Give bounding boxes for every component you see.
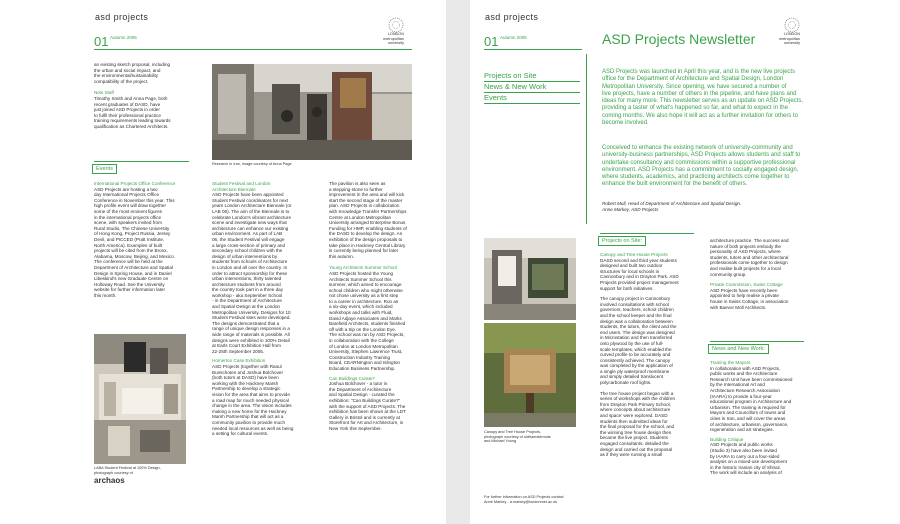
intl-conference-heading: International Projects Office Conference bbox=[94, 181, 176, 186]
column-2 bbox=[212, 181, 312, 437]
canopy-text-3: The tree house project began with a series of workshops with the children from Drayton Park Primary School, where concepts about architecture and space' were explored. DASD students then submitted ideas for the final proposal for the school, and the winning tree house design then became the live project. Students engaged consultants, detailed the design and carried out the proposal as if they were running a small bbox=[600, 390, 676, 458]
intl-conference-text: ASD Projects are hosting a two day International Projects Office Conference in November this year. This high profile event will draw together some of the most eminent figures in the international projects office scene, with speakers invited from Rural Studio, The Chinese University of Hong Kong, Project Russia, Jersey Devil, and PICCED (Pratt Institute, North America). Examples of built projects will be cited from the Bronx, Alabama, Moscow, Beijing, and Mexico. The conference will be held at the Department of Architecture and Spatial Design in Spring House, and in Daniel Libeskind's new Graduate Centre on Holloway Road. See the University website for further information later this month. bbox=[94, 186, 175, 298]
intro-paragraph-1: ASD Projects was launched in April this year, and is the new live projects office for the Department of Architecture and Spatial Design, London Metropolitan University. Since opening, we have secured a number of live projects, have a number of others in the pipeline, and have plans and ideas for many more. This newsletter serves as an update on ASD Projects, providing a taster of what's happened so far, and what to expect in the coming months. We also hope it will act as a further invitation for others to become involved. bbox=[602, 69, 803, 127]
curates-text: Joshua Bolchover - a tutor in the Department of Architecture and Spatial Design - curated the exhibition: "Can Buildings Curate?" with the support of ASD Projects. The exhibition has been shown at the LDT Gallery in Bristol and is currently at Storefront for Art and Architecture, in New York this September. bbox=[329, 381, 406, 431]
left-page bbox=[0, 0, 446, 524]
new-staff-heading: New Staff bbox=[94, 90, 114, 96]
canopy-photo bbox=[484, 238, 576, 320]
training-heading: Training the Mayors bbox=[710, 360, 751, 365]
training-text: In collaboration with ASD Projects, public works and the Architecture Research Unit have been commissioned by the International Art and Architecture Research Association (IAARA) to provide a four-year educational program in Architecture and Urbanism. The training is required for Mayors and Councillors of towns and cities in Iran, and will cover the areas of architecture, urbanism, governance, regeneration and art strategies. bbox=[710, 365, 793, 433]
column-1 bbox=[94, 62, 189, 130]
issue-date: Autumn 2005 bbox=[500, 35, 527, 40]
homerton-text: ASD Projects (together with Raoul Bunschoten and Joshua Bolchover (both tutors at DASD) have been working with the Hackney Marsh Partnership to develop a strategic vision for the area that aims to provide a road map for much needed physical change in the area. The vision includes making a new home for the Hackney Marsh Partnership that will act as a community pavilion to provide much needed local resources as well as being a setting for cultural events. bbox=[212, 364, 294, 437]
nav-news-new-work[interactable]: News & New Work bbox=[484, 82, 580, 93]
university-name: LONDON metropolitan university bbox=[383, 32, 404, 45]
newsletter-title: ASD Projects Newsletter bbox=[602, 31, 756, 47]
canopy-heading: Canopy and Tree House Projects bbox=[600, 252, 668, 257]
laba-festival-photo bbox=[94, 334, 186, 464]
university-logo bbox=[766, 16, 800, 53]
contents-nav bbox=[484, 71, 580, 104]
signature: Robert Mull, Head of Department of Architecture and Spatial Design. Anne Markey, ASD Projects bbox=[602, 201, 742, 212]
header-rule-left bbox=[484, 49, 582, 50]
column-3 bbox=[329, 181, 429, 432]
asd-projects-logo: asd projects bbox=[485, 12, 539, 22]
column-news bbox=[710, 238, 810, 310]
research-photo-caption: Research in Iran, image courtesy of Anna Page bbox=[212, 162, 292, 166]
nav-projects-on-site[interactable]: Projects on Site bbox=[484, 71, 580, 82]
intro-continuation: an existing sketch proposal, including the urban and social impact, and the environmental/sustainability compatibility of the project. bbox=[94, 62, 171, 84]
contact-note: For further information on ASD Projects contact Anne Markey - a.markey@londonmet.ac.uk bbox=[484, 495, 564, 504]
homerton-heading: Homerton Case Exhibition bbox=[212, 358, 266, 364]
summer-school-text: ASD Projects hosted the Young Architects Summer School this summer, which aimed to encourage school children who might otherwise not chose university as a first step to a career in architecture. Run as a six-day event, which included workshops and talks with Fluid, David Adjaye Associates and Marks Barefield Architects, students finished off with a trip on the London Eye. The school was run by ASD Projects, in collaboration with the College of London at London Metropolitan University, Stephen Lawrence Trust, Construction Industry Training Board, CEARNIngton and Islington Education Business Partnership. bbox=[329, 270, 406, 371]
issue-date: Autumn 2005 bbox=[110, 35, 137, 40]
training-block bbox=[710, 360, 810, 476]
asd-projects-logo: asd projects bbox=[95, 12, 149, 22]
header-rule bbox=[94, 49, 412, 50]
vertical-rule bbox=[586, 54, 587, 224]
private-commission-text: ASD Projects have recently been appointed to help realise a private house in Swiss Cottage, in association with Baevor Moll Architects. bbox=[710, 287, 789, 310]
issue-number: 01 bbox=[94, 34, 109, 49]
festival-text: ASD Projects have been appointed Student Festival coordinators for next years London Architecture Biennale (or LAB 06). The aim of the Biennale is to celebrate London's vibrant architecture scene and investigate new ways that architecture can enhance our existing urban environment. As part of LAB 06, the Student Festival will engage a large cross-section of primary and secondary school children with the design of urban interventions by students from schools of Architecture in London and all over the country. In order to attract sponsorship for these urban interventions, thirty talented architecture students from around the country took part in a three day workshop - aka September School - in the Department of Architecture and Spatial Design at the London Metropolitan University. Designs for 10 Student Festival sites were developed. The designs demonstrated that a range of unique design responses in a wide range of materials is possible. All designs were exhibited in 100% Detail at Earls Court Exhibition Hall from 22-25th September 2005. bbox=[212, 192, 292, 354]
projects-rule bbox=[600, 233, 694, 234]
events-rule-top bbox=[94, 161, 189, 162]
laba-photo-caption: LABA Student Festival at 100% Design, photograph courtesy of bbox=[94, 466, 161, 475]
archaos-logo: archaos bbox=[94, 476, 125, 485]
university-name: LONDON metropolitan university bbox=[779, 32, 800, 45]
canopy-text-2: The canopy project in Cannonbury involved consultations with school governors, teachers, school children and the school keeper and the final design was a collaboration between students, the tutors, the client and the end users. The design was designed in Microstation and then transferred onto plywood by the use of full- scale templates, which enabled the curved profile to be accurately and consistently achieved. The canopy was completed by the application of a single ply waterproof membrane and simply detailed translucent polycarbonate roof lights. bbox=[600, 296, 677, 386]
projects-on-site-label: Projects on Site: bbox=[598, 236, 646, 246]
tree-house-photo bbox=[484, 323, 576, 427]
intro-paragraph-2: Conceived to enhance the existing network of university-community and university-business partnerships, ASD Projects allows students and staff to undertake consultancy and commissions within a supportive professional environment. ASD Projects has a commitment to socially engaged design, where students, academics, and practicing architects come together to enhance the built environment for the benefit of others. bbox=[602, 145, 801, 188]
curates-heading: Can Buildings Curate? bbox=[329, 375, 375, 381]
issue-number: 01 bbox=[484, 34, 499, 49]
university-logo bbox=[370, 16, 404, 53]
critique-text: ASD Projects and public works (Studio 3) have also been invited by IAARA to carry out a four-sided analysis on a mixed-use development in the historic Iranian city of Shiraz. The work will include an analysis of bbox=[710, 442, 787, 476]
festival-heading: Student Festival and London Architecture Biennale bbox=[212, 181, 271, 192]
events-section-label: Events bbox=[92, 164, 117, 174]
news-new-work-label: News and New Work: bbox=[708, 344, 769, 354]
summer-school-heading: Young Architects Summer School bbox=[329, 265, 398, 271]
canopy-photo-caption: Canopy and Tree House Projects, photograph courtesy of oldhamsbirmots and Michael Young bbox=[484, 430, 551, 444]
critique-heading: Building Critique bbox=[710, 436, 744, 442]
page-gutter bbox=[446, 0, 470, 524]
intl-conference-block bbox=[94, 181, 194, 298]
pavilion-text: The pavilion is also seen as a stepping-stone to further improvement in the area and will kick start the second stage of the master plan. ASD Projects in collaboration with Knowledge Transfer Partnerships Centre at London Metropolitan University arranged Enterprise Bonus Funding for HMP, enabling students of the DASD to develop the design. An exhibition of the design proposals to take place in Hackney Central Library is currently being planned for later this autumn. bbox=[329, 181, 407, 259]
private-commission-heading: Private Commission, Swiss Cottage bbox=[710, 282, 783, 288]
canopy-text-1: DASD second and third year students designed and built two outdoor structures for local schools in Cannonbury and in Drayton Park. ASD Projects provided project management support for both initiatives. bbox=[600, 257, 679, 291]
research-iran-photo bbox=[212, 64, 412, 160]
new-staff-text: Timothy Smith and Anna Page, both recent graduates of DASD, have just joined ASD Projects in order to fulfil their professional practice training requirements leading towards qualification as Chartered Architects. bbox=[94, 95, 171, 129]
right-page bbox=[470, 0, 900, 524]
canopy-conclusion: architecture practice. The success and nature of both projects embody the personality of ASD Projects, where students, tutors and other architectural professionals come together to design and realise built projects for a local community group. bbox=[710, 238, 789, 277]
canopy-block bbox=[600, 252, 700, 458]
nav-events[interactable]: Events bbox=[484, 93, 580, 104]
news-rule bbox=[710, 341, 804, 342]
